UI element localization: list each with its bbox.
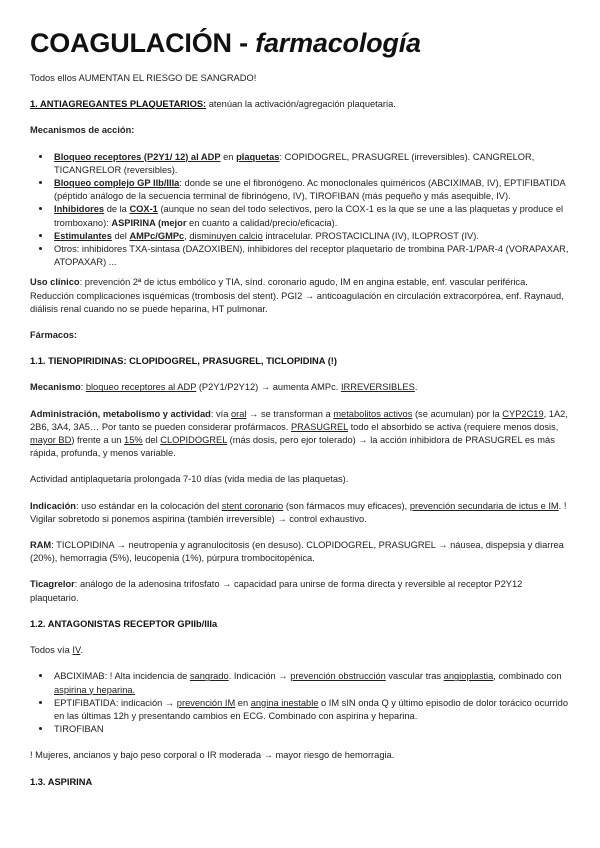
list-item: • Inhibidores de la COX-1 (aunque no sean del todo selectivos, pero la COX-1 es la que se une a las plaquetas y produce el tromboxano): ASPIRINA (mejor en cuanto a calidad/precio/eficacia). bbox=[52, 203, 570, 229]
section-1-2-heading: 1.2. ANTAGONISTAS RECEPTOR GPIIb/IIIa bbox=[30, 618, 218, 629]
list-item: • Bloqueo receptores (P2Y1/ 12) al ADP en plaquetas: COPIDOGREL, PRASUGREL (irreversibles). CANGRELOR, TICANGRELOR (reversibles). bbox=[52, 151, 570, 177]
section-1-title: 1. ANTIAGREGANTES PLAQUETARIOS: bbox=[30, 99, 207, 110]
section-1-heading bbox=[30, 98, 570, 111]
risk-note: ! Mujeres, ancianos y bajo peso corporal o IR moderada → mayor riesgo de hemorragia. bbox=[30, 750, 395, 761]
list-item: • Otros: inhibidores TXA-sintasa (DAZOXIBEN), inhibidores del receptor plaquetario de trombina PAR-1/PAR-4 (VORAPAXAR, ATOPAXAR) ... bbox=[52, 243, 570, 269]
title-italic: farmacología bbox=[255, 28, 421, 58]
page-title bbox=[30, 26, 570, 60]
list-item: • ABCIXIMAB: ! Alta incidencia de sangrado. Indicación → prevención obstrucción vascular tras angioplastia, combinado con aspirina y heparina. bbox=[52, 670, 570, 696]
ticagrelor-text: Ticagrelor: análogo de la adenosina trifosfato → capacidad para unirse de forma directa y reversible al receptor P2Y12 plaquetario. bbox=[30, 579, 523, 603]
section-1-desc: atenúan la activación/agregación plaquetaria. bbox=[206, 99, 396, 110]
section-1-1-heading: 1.1. TIENOPIRIDINAS: CLOPIDOGREL, PRASUGREL, TICLOPIDINA (!) bbox=[30, 356, 337, 367]
section-1-3-heading: 1.3. ASPIRINA bbox=[30, 776, 93, 787]
via-text: Todos vía IV. bbox=[30, 645, 83, 656]
indication-text: Indicación: uso estándar en la colocación del stent coronario (son fármacos muy eficaces), prevención secundaria de ictus e IM. ! Vigilar sobretodo si ponemos aspirina (también irreversible) → control exhaustivo. bbox=[30, 500, 567, 524]
ram-text: RAM: TICLOPIDINA → neutropenia y agranulocitosis (en desuso). CLOPIDOGREL, PRASUGREL → náusea, dispepsia y diarrea (20%), hemorragia (5%), leucopenia (1%), púrpura trombocitopénica. bbox=[30, 540, 564, 564]
list-item: • Bloqueo complejo GP IIb/IIIa: donde se une el fibronógeno. Ac monoclonales quiméricos (ABCIXIMAB, IV), EPTIFIBATIDA (péptido análogo de la secuencia terminal de fibrinógeno, IV), TIROFIBAN (más pequeño y más asequible, IV). bbox=[52, 177, 570, 203]
title-main: COAGULACIÓN - bbox=[30, 28, 256, 58]
activity-text: Actividad antiplaquetaria prolongada 7-10 días (vida media de las plaquetas). bbox=[30, 474, 349, 485]
gp-antagonists-list bbox=[30, 670, 570, 736]
intro-text: Todos ellos AUMENTAN EL RIESGO DE SANGRADO! bbox=[30, 73, 257, 83]
mechanisms-list bbox=[30, 151, 570, 270]
list-item: • TIROFIBAN bbox=[52, 723, 570, 736]
list-item: • EPTIFIBATIDA: indicación → prevención IM en angina inestable o IM sIN onda Q y último episodio de dolor torácico ocurrido en las últimas 12h y presentando cambios en ECG. Combinado con aspirina y heparina. bbox=[52, 697, 570, 723]
administration-text: Administración, metabolismo y actividad: vía oral → se transforman a metabolitos activos (se acumulan) por la CYP2C19, 1A2, 2B6, 3A4, 3A5… Por tanto se pueden considerar profármacos. PRASUGREL todo el absorbido se activa (requiere menos dosis, mayor BD) frente a un 15% del CLOPIDOGREL (más dosis, pero ejor tolerado) → la acción inhibidora de PRASUGREL es más rápida, profunda, y menos variable. bbox=[30, 408, 568, 459]
clinical-use: Uso clínico: prevención 2ª de ictus embólico y TIA, sínd. coronario agudo, IM en angina estable, enf. vascular periférica. Reducción complicaciones isquémicas (trombosis del stent). PGI2 → anticoagulación en circulación extracorpórea, enf. Raynaud, diálisis renal cuando no se puede heparina, HT pulmonar. bbox=[30, 277, 564, 314]
mechanisms-heading: Mecanismos de acción: bbox=[30, 125, 135, 136]
drugs-heading: Fármacos: bbox=[30, 330, 78, 341]
list-item: • Estimulantes del AMPc/GMPc, disminuyen calcio intracelular. PROSTACICLINA (IV), ILOPROST (IV). bbox=[52, 230, 570, 243]
mechanism-text: Mecanismo: bloqueo receptores al ADP (P2Y1/P2Y12) → aumenta AMPc. IRREVERSIBLES. bbox=[30, 382, 418, 393]
